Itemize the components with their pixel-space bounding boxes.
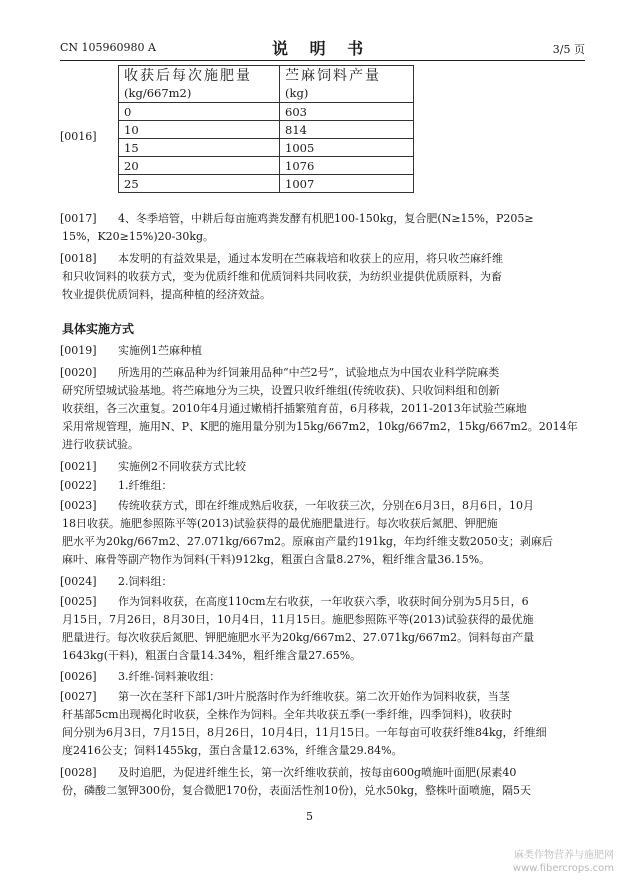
table-cell: 603 — [280, 103, 414, 121]
paragraph-line: 麻叶、麻骨等副产物作为饲料(干料)912kg，粗蛋白含量8.27%，粗纤维含量36.15%。 — [62, 553, 491, 566]
paragraph-line: 和只收饲料的收获方式，变为优质纤维和优质饲料共同收获，为纺织业提供优质原料，为畜 — [62, 270, 502, 283]
header-rule — [60, 60, 585, 61]
paragraph-number-0019: [0019] — [60, 344, 97, 357]
paragraph-number-0021: [0021] — [60, 460, 97, 473]
paragraph-number-0024: [0024] — [60, 575, 97, 588]
paragraph-number-0018: [0018] — [60, 252, 97, 265]
paragraph-line: 本发明的有益效果是，通过本发明在苎麻栽培和收获上的应用，将只收苎麻纤维 — [118, 252, 503, 265]
document-title: 说 明 书 — [272, 39, 372, 58]
page-number: 5 — [306, 810, 313, 823]
col1-unit: (kg/667m2) — [124, 86, 192, 100]
paragraph-number-0016: [0016] — [60, 130, 97, 143]
paragraph-line: 研究所望城试验基地。将苎麻地分为三块，设置只收纤维组(传统收获)、只收饲料组和创新 — [62, 384, 500, 397]
paragraph-line: 份，磷酸二氢钾300份，复合微肥170份，表面活性剂10份)，兑水50kg，整株叶面喷施，隔5天 — [62, 784, 531, 797]
table-row — [119, 157, 414, 175]
paragraph-line: 月15日，7月26日，8月30日，10月4日，11月15日。施肥参照陈平等(2013)试验获得的最优施 — [62, 613, 534, 626]
watermark-url: www.fibercrops.com — [512, 863, 614, 874]
table-header-cell — [119, 66, 280, 103]
paragraph-line: 间分别为6月3日，7月15日，8月26日，10月4日，11月15日。一年每亩可收获纤维84kg，纤维细 — [62, 726, 547, 739]
paragraph-line: 18日收获。施肥参照陈平等(2013)试验获得的最优施肥量进行。每次收获后氮肥、钾肥施 — [62, 517, 498, 530]
paragraph-line: 牧业提供优质饲料，提高种植的经济效益。 — [62, 288, 271, 301]
table-row — [119, 175, 414, 193]
table-cell: 814 — [280, 121, 414, 139]
paragraph-line: 实施例1苎麻种植 — [118, 344, 202, 357]
paragraph-line: 第一次在茎秆下部1/3叶片脱落时作为纤维收获。第二次开始作为饲料收获，当茎 — [118, 690, 510, 703]
table-header-cell — [280, 66, 414, 103]
paragraph-line: 采用常规管理，施用N、P、K肥的施用量分别为15kg/667m2，10kg/667m2，15kg/667m2。2014年 — [62, 420, 578, 433]
publication-number: CN 105960980 A — [60, 41, 156, 54]
paragraph-number-0027: [0027] — [60, 690, 97, 703]
table-header-row — [119, 66, 414, 103]
paragraph-line: 肥水平为20kg/667m2、27.071kg/667m2。原麻亩产量约191kg，年均纤维支数2050支；剥麻后 — [62, 535, 553, 548]
fertilizer-yield-table — [118, 65, 414, 193]
paragraph-line: 3.纤维-饲料兼收组： — [118, 670, 221, 683]
paragraph-number-0022: [0022] — [60, 479, 97, 492]
watermark-title: 麻类作物营养与施肥网 — [514, 850, 614, 861]
paragraph-number-0017: [0017] — [60, 212, 97, 225]
table-cell: 20 — [119, 157, 280, 175]
paragraph-line: 4、冬季培管，中耕后每亩施鸡粪发酵有机肥100-150kg，复合肥(N≥15%，P205≥ — [118, 212, 534, 225]
paragraph-line: 所选用的苎麻品种为纤饲兼用品种“中苎2号”，试验地点为中国农业科学院麻类 — [118, 366, 500, 379]
col2-unit: (kg) — [285, 86, 309, 100]
paragraph-line: 收获组，各三次重复。2010年4月通过嫩梢扦插繁殖育苗，6月移栽，2011-2013年试验苎麻地 — [62, 402, 527, 415]
paragraph-number-0026: [0026] — [60, 670, 97, 683]
paragraph-line: 肥量进行。每次收获后氮肥、钾肥施肥水平为20kg/667m2、27.071kg/667m2。饲料每亩产量 — [62, 631, 535, 644]
paragraph-line: 2.饲料组： — [118, 575, 173, 588]
paragraph-line: 进行收获试验。 — [62, 438, 139, 451]
col1-header: 收获后每次施肥量 — [124, 68, 252, 84]
paragraph-number-0028: [0028] — [60, 766, 97, 779]
table-cell: 25 — [119, 175, 280, 193]
table-cell: 0 — [119, 103, 280, 121]
paragraph-line: 作为饲料收获，在高度110cm左右收获，一年收获六季，收获时间分别为5月5日，6 — [118, 595, 529, 608]
paragraph-line: 15%，K20≥15%)20-30kg。 — [62, 230, 215, 243]
paragraph-line: 秆基部5cm出现褐化时收获，全株作为饲料。全年共收获五季(一季纤维，四季饲料)，收获时 — [62, 708, 513, 721]
table-cell: 1005 — [280, 139, 414, 157]
paragraph-line: 1.纤维组： — [118, 479, 173, 492]
paragraph-number-0025: [0025] — [60, 595, 97, 608]
paragraph-line: 及时追肥，为促进纤维生长，第一次纤维收获前，按每亩600g喷施叶面肥(尿素40 — [118, 766, 517, 779]
table-cell: 1076 — [280, 157, 414, 175]
paragraph-line: 1643kg(干料)，粗蛋白含量14.34%，粗纤维含量27.65%。 — [62, 649, 362, 662]
table-cell: 1007 — [280, 175, 414, 193]
watermark — [513, 849, 614, 875]
section-heading: 具体实施方式 — [62, 322, 135, 336]
table-row — [119, 121, 414, 139]
paragraph-line: 实施例2不同收获方式比较 — [118, 460, 246, 473]
paragraph-number-0023: [0023] — [60, 499, 97, 512]
col2-header: 苎麻饲料产量 — [285, 68, 381, 84]
table-cell: 10 — [119, 121, 280, 139]
paragraph-number-0020: [0020] — [60, 366, 97, 379]
paragraph-line: 度2416公支；饲料1455kg，蛋白含量12.63%，纤维含量29.84%。 — [62, 744, 403, 757]
page-info: 3/5 页 — [552, 43, 585, 56]
table-cell: 15 — [119, 139, 280, 157]
table-row — [119, 139, 414, 157]
paragraph-line: 传统收获方式，即在纤维成熟后收获，一年收获三次，分别在6月3日，8月6日，10月 — [118, 499, 534, 512]
table-row — [119, 103, 414, 121]
